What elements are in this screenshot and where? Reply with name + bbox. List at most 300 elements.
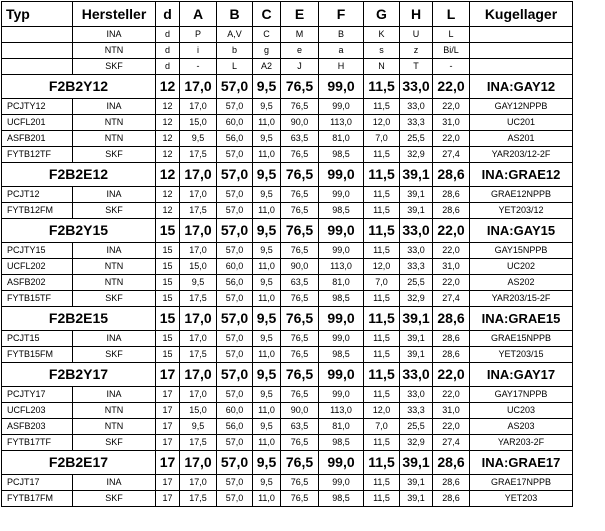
row-value: 17,5 [180,435,217,451]
group-value: 76,5 [281,219,319,243]
group-value: 99,0 [319,163,364,187]
group-value: 76,5 [281,451,319,475]
row-value: 17 [156,419,180,435]
mapping-cell: d [156,43,180,59]
row-value: 12,0 [364,259,400,275]
table-row [2,347,573,363]
row-value: 56,0 [217,131,253,147]
row-value: 9,5 [180,419,217,435]
row-value: 11,5 [364,203,400,219]
mapping-maker: NTN [73,43,156,59]
header-typ: Typ [2,2,73,27]
row-value: 39,1 [400,187,433,203]
row-value: 39,1 [400,203,433,219]
row-value: 76,5 [281,147,319,163]
row-typ: PCJTY15 [2,243,73,259]
group-value: 57,0 [217,163,253,187]
table-row [2,243,573,259]
row-value: 33,3 [400,259,433,275]
group-value: 17,0 [180,307,217,331]
table-row [2,491,573,507]
table-row [2,291,573,307]
row-value: 99,0 [319,243,364,259]
row-maker: SKF [73,291,156,307]
row-kugellager: GAY12NPPB [470,99,573,115]
row-value: 81,0 [319,131,364,147]
row-value: 9,5 [253,387,281,403]
mapping-cell: P [180,27,217,43]
table-row [2,115,573,131]
table-row [2,187,573,203]
row-value: 76,5 [281,387,319,403]
row-value: 12 [156,147,180,163]
row-maker: INA [73,387,156,403]
row-value: 57,0 [217,435,253,451]
group-value: 11,5 [364,163,400,187]
header-f: F [319,2,364,27]
row-value: 81,0 [319,419,364,435]
row-typ: FYTB17TF [2,435,73,451]
group-value: 12 [156,75,180,99]
mapping-row [2,43,573,59]
group-value: 11,5 [364,451,400,475]
row-typ: ASFB202 [2,275,73,291]
row-value: 57,0 [217,187,253,203]
row-typ: FYTB12FM [2,203,73,219]
table-row [2,419,573,435]
group-value: 99,0 [319,363,364,387]
mapping-blank [470,59,573,75]
row-value: 81,0 [319,275,364,291]
group-value: 22,0 [433,75,470,99]
row-kugellager: AS202 [470,275,573,291]
group-value: 33,0 [400,219,433,243]
row-value: 28,6 [433,203,470,219]
group-value: 28,6 [433,163,470,187]
row-typ: FYTB15FM [2,347,73,363]
row-value: 9,5 [180,131,217,147]
row-maker: INA [73,331,156,347]
row-value: 98,5 [319,203,364,219]
group-value: 9,5 [253,75,281,99]
row-maker: SKF [73,147,156,163]
mapping-cell: N [364,59,400,75]
group-header-row [2,163,573,187]
row-value: 15 [156,259,180,275]
group-value: 22,0 [433,219,470,243]
group-typ: F2B2Y17 [2,363,156,387]
group-value: 57,0 [217,219,253,243]
row-typ: UCFL202 [2,259,73,275]
group-typ: F2B2E12 [2,163,156,187]
row-value: 63,5 [281,275,319,291]
group-value: 99,0 [319,451,364,475]
row-value: 57,0 [217,331,253,347]
row-maker: INA [73,243,156,259]
table-row [2,275,573,291]
row-value: 32,9 [400,147,433,163]
row-value: 76,5 [281,475,319,491]
row-value: 12 [156,115,180,131]
mapping-cell: J [281,59,319,75]
group-value: 76,5 [281,307,319,331]
table-row [2,147,573,163]
group-value: 57,0 [217,363,253,387]
mapping-cell: g [253,43,281,59]
table-row [2,259,573,275]
row-value: 113,0 [319,115,364,131]
table-row [2,403,573,419]
mapping-cell: U [400,27,433,43]
row-value: 33,0 [400,243,433,259]
row-typ: PCJT17 [2,475,73,491]
row-value: 33,0 [400,387,433,403]
mapping-cell: C [253,27,281,43]
row-value: 27,4 [433,291,470,307]
row-value: 15,0 [180,259,217,275]
group-value: 57,0 [217,307,253,331]
row-maker: NTN [73,403,156,419]
row-value: 22,0 [433,99,470,115]
row-value: 31,0 [433,115,470,131]
group-kugellager: INA:GAY15 [470,219,573,243]
mapping-cell: B [319,27,364,43]
group-value: 11,5 [364,307,400,331]
row-value: 33,0 [400,99,433,115]
row-value: 25,5 [400,419,433,435]
table-row [2,475,573,491]
row-value: 28,6 [433,187,470,203]
row-typ: UCFL203 [2,403,73,419]
row-value: 99,0 [319,331,364,347]
row-kugellager: GRAE12NPPB [470,187,573,203]
header-a: A [180,2,217,27]
group-value: 15 [156,307,180,331]
row-value: 22,0 [433,387,470,403]
row-value: 15 [156,243,180,259]
mapping-cell: b [217,43,253,59]
group-kugellager: INA:GAY17 [470,363,573,387]
mapping-cell: - [180,59,217,75]
group-value: 17,0 [180,451,217,475]
row-value: 113,0 [319,259,364,275]
row-value: 57,0 [217,475,253,491]
header-b: B [217,2,253,27]
row-maker: SKF [73,491,156,507]
header-kugellager: Kugellager [470,2,573,27]
group-typ: F2B2Y15 [2,219,156,243]
row-value: 11,0 [253,115,281,131]
group-value: 9,5 [253,219,281,243]
mapping-cell: K [364,27,400,43]
row-value: 57,0 [217,387,253,403]
row-value: 7,0 [364,275,400,291]
row-value: 11,5 [364,331,400,347]
row-typ: ASFB203 [2,419,73,435]
row-value: 98,5 [319,347,364,363]
row-value: 22,0 [433,419,470,435]
row-maker: INA [73,99,156,115]
row-value: 98,5 [319,291,364,307]
row-value: 9,5 [180,275,217,291]
row-kugellager: AS201 [470,131,573,147]
mapping-blank [2,43,73,59]
row-typ: PCJTY17 [2,387,73,403]
row-value: 27,4 [433,435,470,451]
group-value: 17 [156,451,180,475]
mapping-cell: - [433,59,470,75]
row-value: 22,0 [433,243,470,259]
row-value: 11,0 [253,291,281,307]
header-g: G [364,2,400,27]
group-value: 33,0 [400,75,433,99]
row-value: 7,0 [364,131,400,147]
row-typ: PCJT15 [2,331,73,347]
row-value: 57,0 [217,243,253,259]
group-value: 33,0 [400,363,433,387]
row-value: 11,5 [364,475,400,491]
group-value: 99,0 [319,75,364,99]
group-value: 57,0 [217,75,253,99]
row-maker: NTN [73,115,156,131]
mapping-cell: a [319,43,364,59]
row-value: 17 [156,387,180,403]
row-value: 11,0 [253,435,281,451]
header-l: L [433,2,470,27]
row-value: 17,5 [180,203,217,219]
row-value: 17,0 [180,475,217,491]
group-value: 22,0 [433,363,470,387]
row-value: 17 [156,475,180,491]
row-value: 12 [156,99,180,115]
mapping-cell: L [433,27,470,43]
row-value: 31,0 [433,403,470,419]
row-value: 11,5 [364,491,400,507]
row-maker: SKF [73,347,156,363]
row-value: 28,6 [433,491,470,507]
row-value: 99,0 [319,99,364,115]
row-value: 11,5 [364,347,400,363]
row-value: 9,5 [253,331,281,347]
row-value: 39,1 [400,475,433,491]
row-maker: SKF [73,435,156,451]
group-value: 28,6 [433,451,470,475]
row-value: 17,0 [180,99,217,115]
row-value: 9,5 [253,131,281,147]
row-value: 99,0 [319,187,364,203]
row-value: 12 [156,187,180,203]
row-typ: FYTB12TF [2,147,73,163]
group-kugellager: INA:GRAE15 [470,307,573,331]
row-value: 22,0 [433,275,470,291]
row-value: 57,0 [217,203,253,219]
row-value: 17,0 [180,331,217,347]
group-kugellager: INA:GAY12 [470,75,573,99]
row-value: 9,5 [253,419,281,435]
row-maker: NTN [73,131,156,147]
mapping-row [2,27,573,43]
group-value: 76,5 [281,363,319,387]
row-value: 63,5 [281,419,319,435]
row-kugellager: AS203 [470,419,573,435]
row-value: 57,0 [217,99,253,115]
group-value: 12 [156,163,180,187]
row-value: 15 [156,331,180,347]
group-value: 17,0 [180,363,217,387]
row-value: 57,0 [217,291,253,307]
table-row [2,203,573,219]
mapping-cell: s [364,43,400,59]
row-value: 60,0 [217,403,253,419]
row-value: 17,5 [180,491,217,507]
row-value: 76,5 [281,243,319,259]
group-value: 39,1 [400,163,433,187]
row-value: 11,5 [364,147,400,163]
row-value: 57,0 [217,491,253,507]
row-value: 76,5 [281,203,319,219]
row-value: 15 [156,347,180,363]
table-row [2,435,573,451]
row-value: 57,0 [217,147,253,163]
group-value: 39,1 [400,307,433,331]
group-value: 76,5 [281,75,319,99]
row-value: 56,0 [217,419,253,435]
row-value: 11,0 [253,347,281,363]
row-kugellager: GAY17NPPB [470,387,573,403]
group-value: 9,5 [253,163,281,187]
row-typ: PCJT12 [2,187,73,203]
header-c: C [253,2,281,27]
row-value: 17,5 [180,347,217,363]
row-value: 39,1 [400,347,433,363]
row-value: 33,3 [400,115,433,131]
group-value: 9,5 [253,363,281,387]
row-kugellager: UC203 [470,403,573,419]
mapping-cell: d [156,59,180,75]
row-value: 98,5 [319,491,364,507]
row-value: 99,0 [319,387,364,403]
mapping-blank [470,43,573,59]
group-value: 76,5 [281,163,319,187]
group-value: 17,0 [180,75,217,99]
row-value: 39,1 [400,331,433,347]
row-value: 11,0 [253,403,281,419]
row-value: 32,9 [400,435,433,451]
row-value: 39,1 [400,491,433,507]
row-value: 11,0 [253,147,281,163]
row-value: 25,5 [400,131,433,147]
row-value: 25,5 [400,275,433,291]
row-value: 17,5 [180,291,217,307]
row-value: 28,6 [433,331,470,347]
row-value: 28,6 [433,475,470,491]
group-value: 17 [156,363,180,387]
row-value: 76,5 [281,99,319,115]
mapping-cell: T [400,59,433,75]
row-value: 11,0 [253,259,281,275]
bearing-spec-table [1,1,573,507]
row-value: 63,5 [281,131,319,147]
group-value: 11,5 [364,75,400,99]
table-body [2,2,573,507]
row-typ: UCFL201 [2,115,73,131]
row-value: 17 [156,403,180,419]
row-value: 9,5 [253,275,281,291]
row-value: 56,0 [217,275,253,291]
row-typ: FYTB17FM [2,491,73,507]
group-header-row [2,75,573,99]
row-kugellager: YET203/12 [470,203,573,219]
row-value: 12 [156,203,180,219]
mapping-cell: e [281,43,319,59]
row-value: 11,5 [364,243,400,259]
row-value: 90,0 [281,115,319,131]
group-value: 9,5 [253,307,281,331]
group-value: 57,0 [217,451,253,475]
row-value: 76,5 [281,347,319,363]
row-value: 17,0 [180,243,217,259]
mapping-cell: A,V [217,27,253,43]
row-maker: INA [73,475,156,491]
row-value: 76,5 [281,491,319,507]
group-typ: F2B2E17 [2,451,156,475]
row-kugellager: GAY15NPPB [470,243,573,259]
row-kugellager: UC202 [470,259,573,275]
row-maker: NTN [73,259,156,275]
group-header-row [2,451,573,475]
row-value: 31,0 [433,259,470,275]
row-value: 33,3 [400,403,433,419]
row-value: 98,5 [319,147,364,163]
group-value: 11,5 [364,363,400,387]
row-value: 98,5 [319,435,364,451]
row-value: 12,0 [364,115,400,131]
row-typ: PCJTY12 [2,99,73,115]
row-maker: INA [73,187,156,203]
row-value: 11,5 [364,291,400,307]
header-row [2,2,573,27]
row-value: 90,0 [281,403,319,419]
table-row [2,131,573,147]
row-value: 22,0 [433,131,470,147]
row-kugellager: YET203 [470,491,573,507]
row-value: 57,0 [217,347,253,363]
row-kugellager: GRAE15NPPB [470,331,573,347]
group-value: 99,0 [319,307,364,331]
row-value: 32,9 [400,291,433,307]
row-value: 9,5 [253,99,281,115]
row-value: 60,0 [217,115,253,131]
row-value: 76,5 [281,291,319,307]
row-value: 90,0 [281,259,319,275]
row-maker: NTN [73,419,156,435]
row-value: 15,0 [180,115,217,131]
row-value: 76,5 [281,331,319,347]
mapping-cell: Bi/L [433,43,470,59]
group-kugellager: INA:GRAE12 [470,163,573,187]
row-value: 11,5 [364,99,400,115]
row-value: 9,5 [253,187,281,203]
row-value: 9,5 [253,243,281,259]
row-value: 12 [156,131,180,147]
group-value: 17,0 [180,219,217,243]
header-hersteller: Hersteller [73,2,156,27]
mapping-cell: d [156,27,180,43]
mapping-cell: A2 [253,59,281,75]
mapping-row [2,59,573,75]
mapping-cell: L [217,59,253,75]
row-kugellager: YET203/15 [470,347,573,363]
